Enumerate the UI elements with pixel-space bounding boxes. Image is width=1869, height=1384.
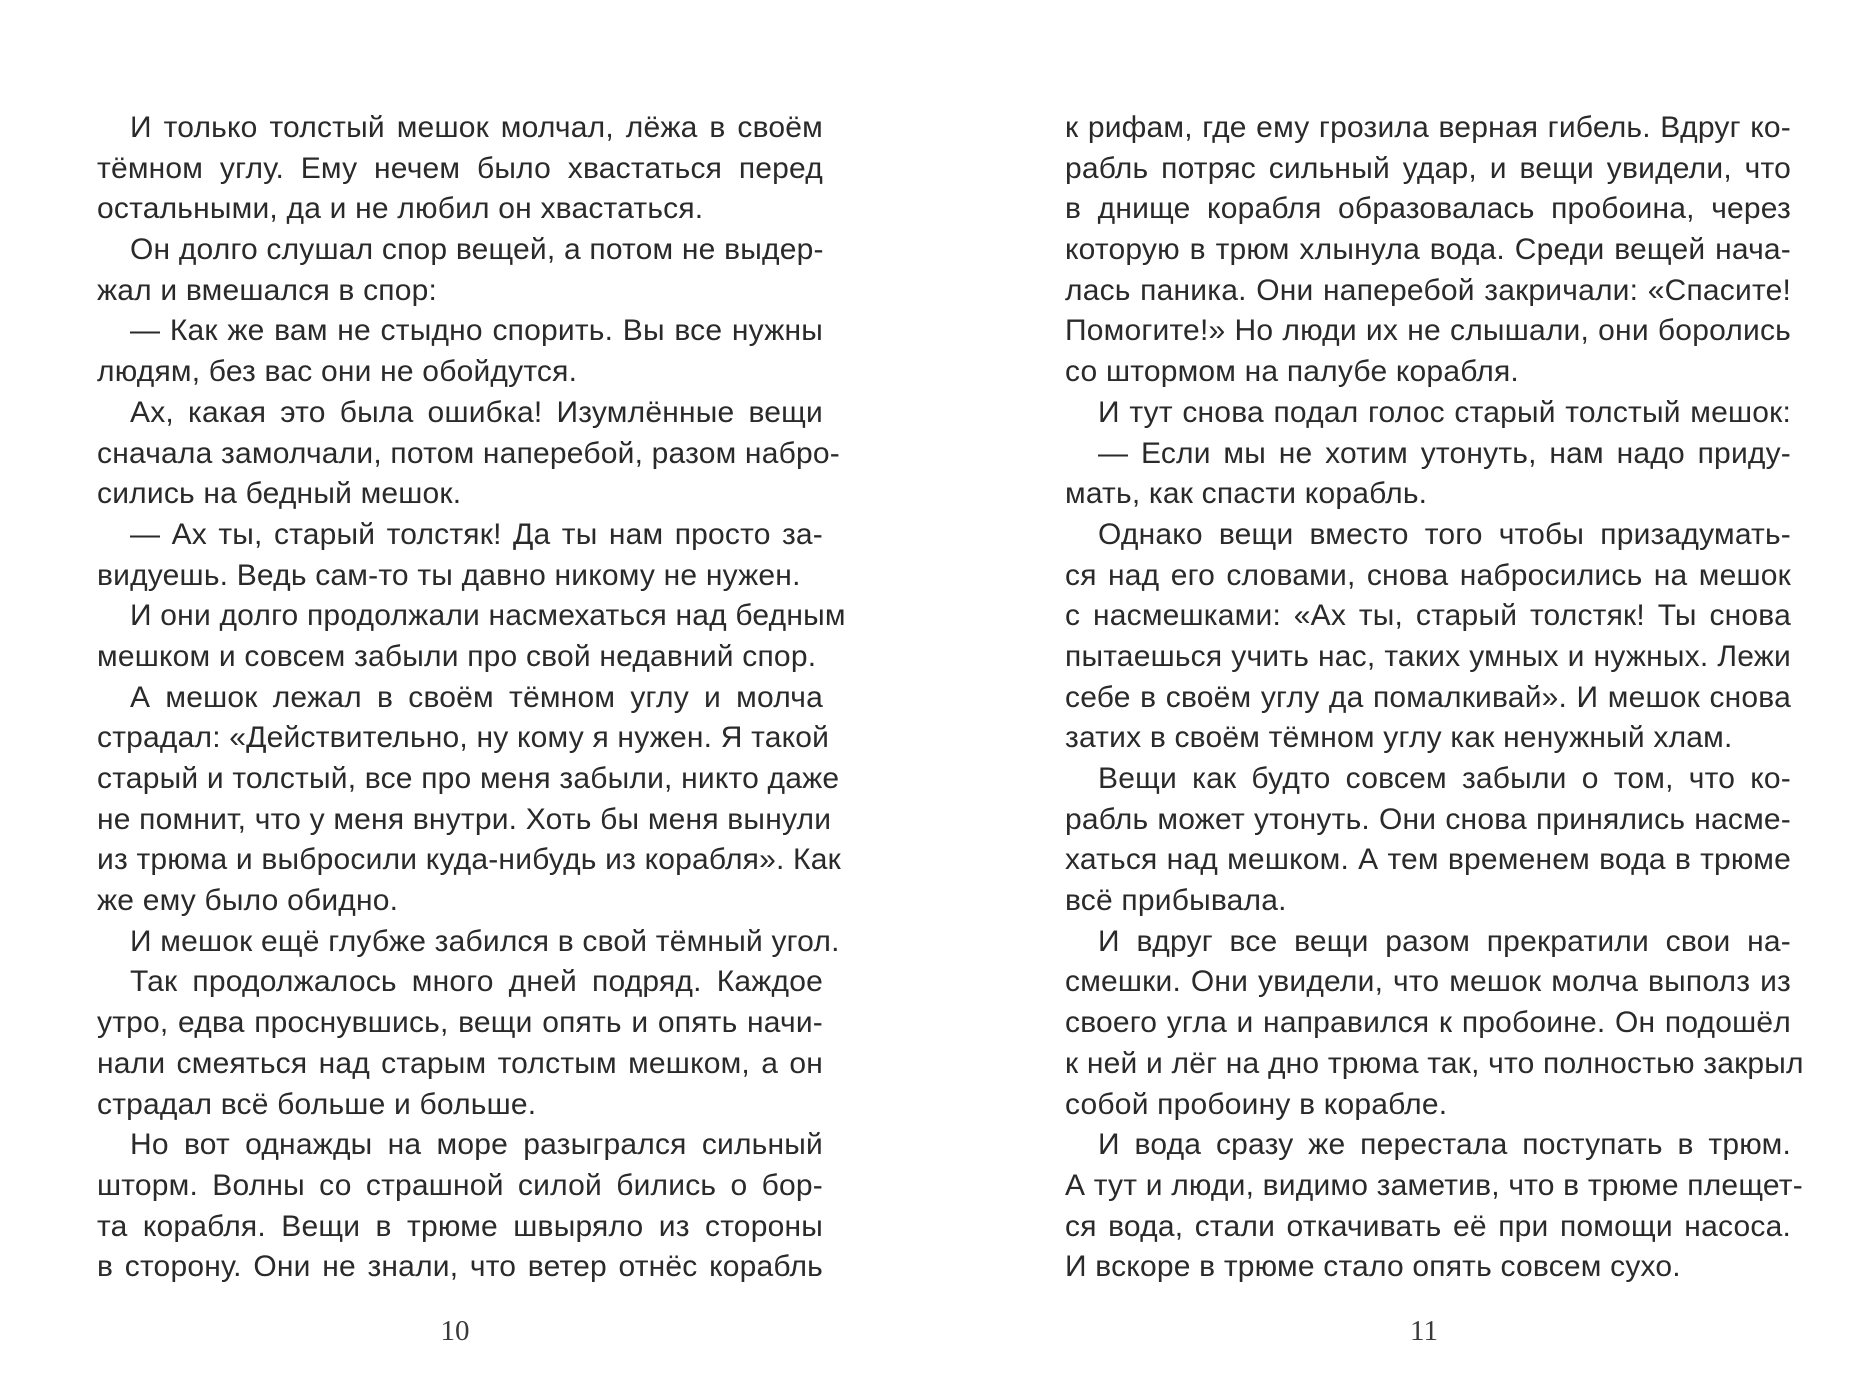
- text-line: шторм. Волны со страшной силой бились о бор-: [97, 1168, 823, 1202]
- text-line: — Как же вам не стыдно спорить. Вы все нужны: [130, 314, 823, 348]
- text-line: тёмном углу. Ему нечем было хвастаться перед: [97, 151, 823, 185]
- text-line: которую в трюм хлынула вода. Среди вещей нача-: [1065, 233, 1791, 267]
- text-line: в днище корабля образовалась пробоина, через: [1065, 192, 1791, 226]
- text-line: же ему было обидно.: [97, 884, 399, 918]
- page-number-right: 11: [1410, 1315, 1438, 1347]
- text-line: И только толстый мешок молчал, лёжа в своём: [130, 111, 823, 144]
- text-line: всё прибывала.: [1065, 884, 1287, 918]
- text-line: видуешь. Ведь сам-то ты давно никому не нужен.: [97, 558, 801, 592]
- text-line: ся вода, стали откачивать её при помощи насоса.: [1065, 1209, 1791, 1243]
- text-line: И вода сразу же перестала поступать в трюм.: [1098, 1128, 1791, 1162]
- text-line: — Если мы не хотим утонуть, нам надо приду-: [1098, 436, 1791, 470]
- text-line: с насмешками: «Ах ты, старый толстяк! Ты снова: [1065, 599, 1791, 633]
- text-line: людям, без вас они не обойдутся.: [97, 355, 578, 389]
- text-line: к рифам, где ему грозила верная гибель. Вдруг ко-: [1065, 111, 1791, 144]
- text-line: мать, как спасти корабль.: [1065, 477, 1428, 511]
- text-line: смешки. Они увидели, что мешок молча выполз из: [1065, 965, 1791, 999]
- text-line: к ней и лёг на дно трюма так, что полностью закрыл: [1065, 1046, 1804, 1080]
- text-line: остальными, да и не любил он хвастаться.: [97, 192, 704, 226]
- text-line: рабль потряс сильный удар, и вещи увидели, что: [1065, 151, 1791, 185]
- text-line: И вскоре в трюме стало опять совсем сухо.: [1065, 1250, 1681, 1284]
- page-number-left: 10: [440, 1315, 470, 1347]
- text-line: страдал всё больше и больше.: [97, 1087, 537, 1121]
- text-line: Помогите!» Но люди их не слышали, они боролись: [1065, 314, 1791, 348]
- text-line: старый и толстый, все про меня забыли, никто даже: [97, 762, 840, 795]
- text-line: не помнит, что у меня внутри. Хоть бы меня вынули: [97, 802, 832, 836]
- text-line: лась паника. Они наперебой закричали: «Спасите!: [1065, 273, 1791, 307]
- text-line: со штормом на палубе корабля.: [1065, 355, 1519, 389]
- text-line: Однако вещи вместо того чтобы призадумать-: [1098, 517, 1791, 551]
- right-page-text: [1065, 108, 1804, 1288]
- text-line: И мешок ещё глубже забился в свой тёмный угол.: [130, 924, 840, 958]
- text-line: собой пробоину в корабле.: [1065, 1087, 1448, 1121]
- text-line: — Ах ты, старый толстяк! Да ты нам просто за-: [130, 517, 823, 551]
- text-line: своего угла и направился к пробоине. Он подошёл: [1065, 1006, 1791, 1040]
- text-line: Вещи как будто совсем забыли о том, что ко-: [1098, 762, 1791, 795]
- text-line: Он долго слушал спор вещей, а потом не выдер-: [130, 233, 824, 267]
- text-line: И тут снова подал голос старый толстый мешок:: [1098, 395, 1791, 429]
- text-line: та корабля. Вещи в трюме швыряло из стороны: [97, 1209, 823, 1243]
- text-line: сначала замолчали, потом наперебой, разом набро-: [97, 436, 840, 470]
- text-line: мешком и совсем забыли про свой недавний спор.: [97, 639, 817, 673]
- text-line: пытаешься учить нас, таких умных и нужных. Лежи: [1065, 639, 1791, 673]
- text-line: Так продолжалось много дней подряд. Каждое: [130, 965, 823, 999]
- text-line: себе в своём углу да помалкивай». И мешок снова: [1065, 680, 1791, 714]
- text-line: ся над его словами, снова набросились на мешок: [1065, 558, 1791, 592]
- text-line: в сторону. Они не знали, что ветер отнёс корабль: [97, 1250, 823, 1284]
- text-line: рабль может утонуть. Они снова принялись насме-: [1065, 802, 1791, 836]
- text-line: А мешок лежал в своём тёмном углу и молча: [130, 680, 823, 714]
- text-line: утро, едва проснувшись, вещи опять и опять начи-: [97, 1006, 823, 1040]
- text-line: Ах, какая это была ошибка! Изумлённые вещи: [130, 395, 823, 429]
- left-page-text: [97, 108, 846, 1288]
- text-line: А тут и люди, видимо заметив, что в трюме плещет-: [1065, 1168, 1803, 1202]
- text-line: затих в своём тёмном углу как ненужный хлам.: [1065, 721, 1733, 755]
- text-line: хаться над мешком. А тем временем вода в трюме: [1065, 843, 1791, 877]
- text-line: жал и вмешался в спор:: [97, 273, 438, 307]
- text-line: И они долго продолжали насмехаться над бедным: [130, 599, 846, 633]
- text-line: И вдруг все вещи разом прекратили свои на-: [1098, 924, 1791, 958]
- text-line: страдал: «Действительно, ну кому я нужен. Я такой: [97, 721, 830, 755]
- text-line: сились на бедный мешок.: [97, 477, 462, 511]
- text-line: из трюма и выбросили куда-нибудь из корабля». Как: [97, 843, 841, 877]
- text-line: нали смеяться над старым толстым мешком, а он: [97, 1046, 823, 1080]
- text-line: Но вот однажды на море разыгрался сильный: [130, 1128, 823, 1162]
